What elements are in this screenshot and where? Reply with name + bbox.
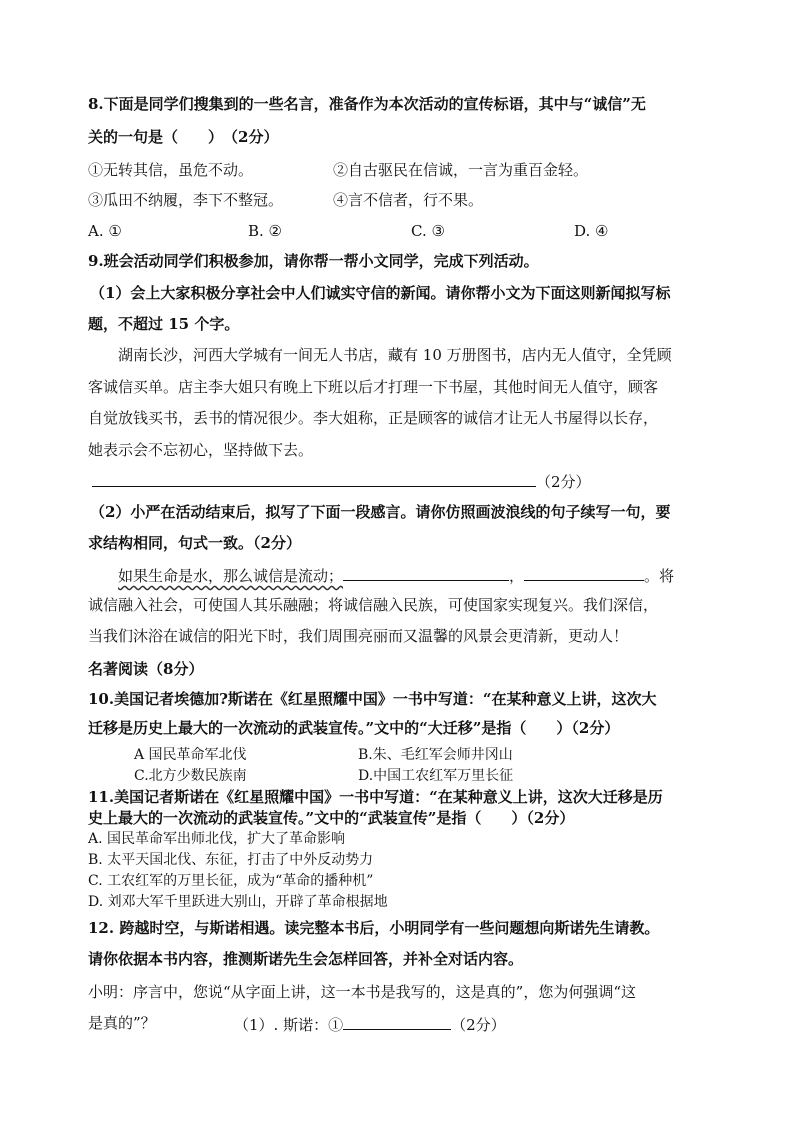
- q10-option-b: B.朱、毛红军会师井冈山: [358, 747, 513, 763]
- q11-option-a: A. 国民革命军出师北伐，扩大了革命影响: [88, 831, 346, 847]
- q11-stem-line2: 史上最大的一次流动的武装宣传。”文中的“武装宣传”是指（ ）（2分）: [88, 809, 575, 827]
- q9-title-answer-blank[interactable]: [92, 470, 591, 492]
- news-line3: 自觉放钱买书，丢书的情况很少。李大姐称，正是顾客的诚信才让无人书屋得以长存，: [88, 409, 659, 427]
- q9-sub2-line1: （2）小严在活动结束后，拟写了下面一段感言。请你仿照画波浪线的句子续写一句，要: [90, 503, 671, 521]
- fill-blank-2[interactable]: [524, 564, 644, 581]
- q10-option-a: A 国民革命军北伐: [134, 747, 247, 763]
- fill-blank-1[interactable]: [343, 564, 509, 581]
- q11-option-b: B. 太平天国北伐、东征，打击了中外反动势力: [88, 852, 374, 868]
- news-line4: 她表示会不忘初心，坚持做下去。: [88, 441, 314, 459]
- q10-stem-line2: 迁移是历史上最大的一次流动的武装宣传。”文中的“大迁移”是指（ ）（2分）: [88, 719, 620, 737]
- q8-quote4: ④言不信者，行不果。: [333, 191, 484, 209]
- period-jiang: 。将: [644, 567, 675, 585]
- comma: ，: [509, 567, 525, 585]
- q9-score: （2分）: [536, 473, 591, 491]
- wavy-underlined-sentence: 如果生命是水，那么诚信是流动；: [118, 567, 344, 585]
- q8-stem-line2: 关的一句是（ ） （2分）: [88, 128, 279, 146]
- q8-stem-line1: 8.下面是同学们搜集到的一些名言，准备作为本次活动的宣传标语，其中与“诚信”无: [88, 95, 646, 113]
- q10-stem-line1: 10.美国记者埃德加?斯诺在《红星照耀中国》一书中写道：“在某种意义上讲，这次大: [88, 690, 657, 708]
- news-line2: 客诚信买单。店主李大姐只有晚上下班以后才打理一下书屋，其他时间无人值守，顾客: [88, 378, 659, 396]
- q12-answer-blank[interactable]: [343, 1013, 451, 1030]
- q11-stem-line1: 11.美国记者斯诺在《红星照耀中国》一书中写道：“在某种意义上讲，这次大迁移是历: [88, 788, 663, 806]
- q9-stem: 9.班会活动同学们积极参加，请你帮一帮小文同学，完成下列活动。: [88, 252, 539, 270]
- q10-option-c: C.北方少数民族南: [134, 768, 247, 784]
- q8-option-a: A. ①: [88, 222, 122, 240]
- q12-stem-line1: 12. 跨越时空，与斯诺相遇。读完整本书后，小明同学有一些问题想向斯诺先生请教。: [88, 919, 660, 937]
- q9-sub1-line2: 题，不超过 15 个字。: [88, 315, 240, 333]
- q9-fill-line: [118, 564, 674, 586]
- q8-option-c: C. ③: [411, 222, 445, 240]
- q12-answer-prefix: （1）. 斯诺：①: [234, 1016, 344, 1034]
- q8-option-b: B. ②: [248, 222, 283, 240]
- section-title: 名著阅读（8分）: [88, 660, 204, 678]
- q12-answer-line: [234, 1013, 506, 1035]
- q12-stem-line2: 请你依据本书内容，推测斯诺先生会怎样回答，并补全对话内容。: [88, 950, 524, 968]
- q8-option-d: D. ④: [574, 222, 609, 240]
- q10-option-d: D.中国工农红军万里长征: [358, 768, 514, 784]
- q12-score: （2分）: [451, 1016, 506, 1034]
- q12-dialog-line1: 小明：序言中，您说“从字面上讲，这一本书是我写的，这是真的”，您为何强调“这: [88, 983, 637, 1001]
- q11-option-c: C. 工农红军的万里长征，成为“革命的播种机”: [88, 873, 374, 889]
- para-line2: 诚信融入社会，可使国人其乐融融；将诚信融入民族，可使国家实现复兴。我们深信，: [88, 596, 659, 614]
- news-line1: 湖南长沙，河西大学城有一间无人书店，藏有 10 万册图书，店内无人值守，全凭顾: [118, 346, 672, 364]
- q8-quote2: ②自古驱民在信诚，一言为重百金轻。: [333, 161, 589, 179]
- q8-quote3: ③瓜田不纳履，李下不整冠。: [88, 191, 284, 209]
- q12-dialog-line2: 是真的”？: [88, 1014, 156, 1032]
- q9-sub1-line1: （1）会上大家积极分享社会中人们诚实守信的新闻。请你帮小文为下面这则新闻拟写标: [90, 284, 671, 302]
- q8-quote1: ①无转其信，虽危不动。: [88, 161, 254, 179]
- q11-option-d: D. 刘邓大军千里跃进大别山，开辟了革命根据地: [88, 894, 388, 910]
- para-line3: 当我们沐浴在诚信的阳光下时，我们周围亮丽而又温馨的风景会更清新，更动人！: [88, 627, 629, 645]
- q9-sub2-line2: 求结构相同，句式一致。（2分）: [88, 534, 301, 552]
- answer-underline[interactable]: [92, 470, 536, 487]
